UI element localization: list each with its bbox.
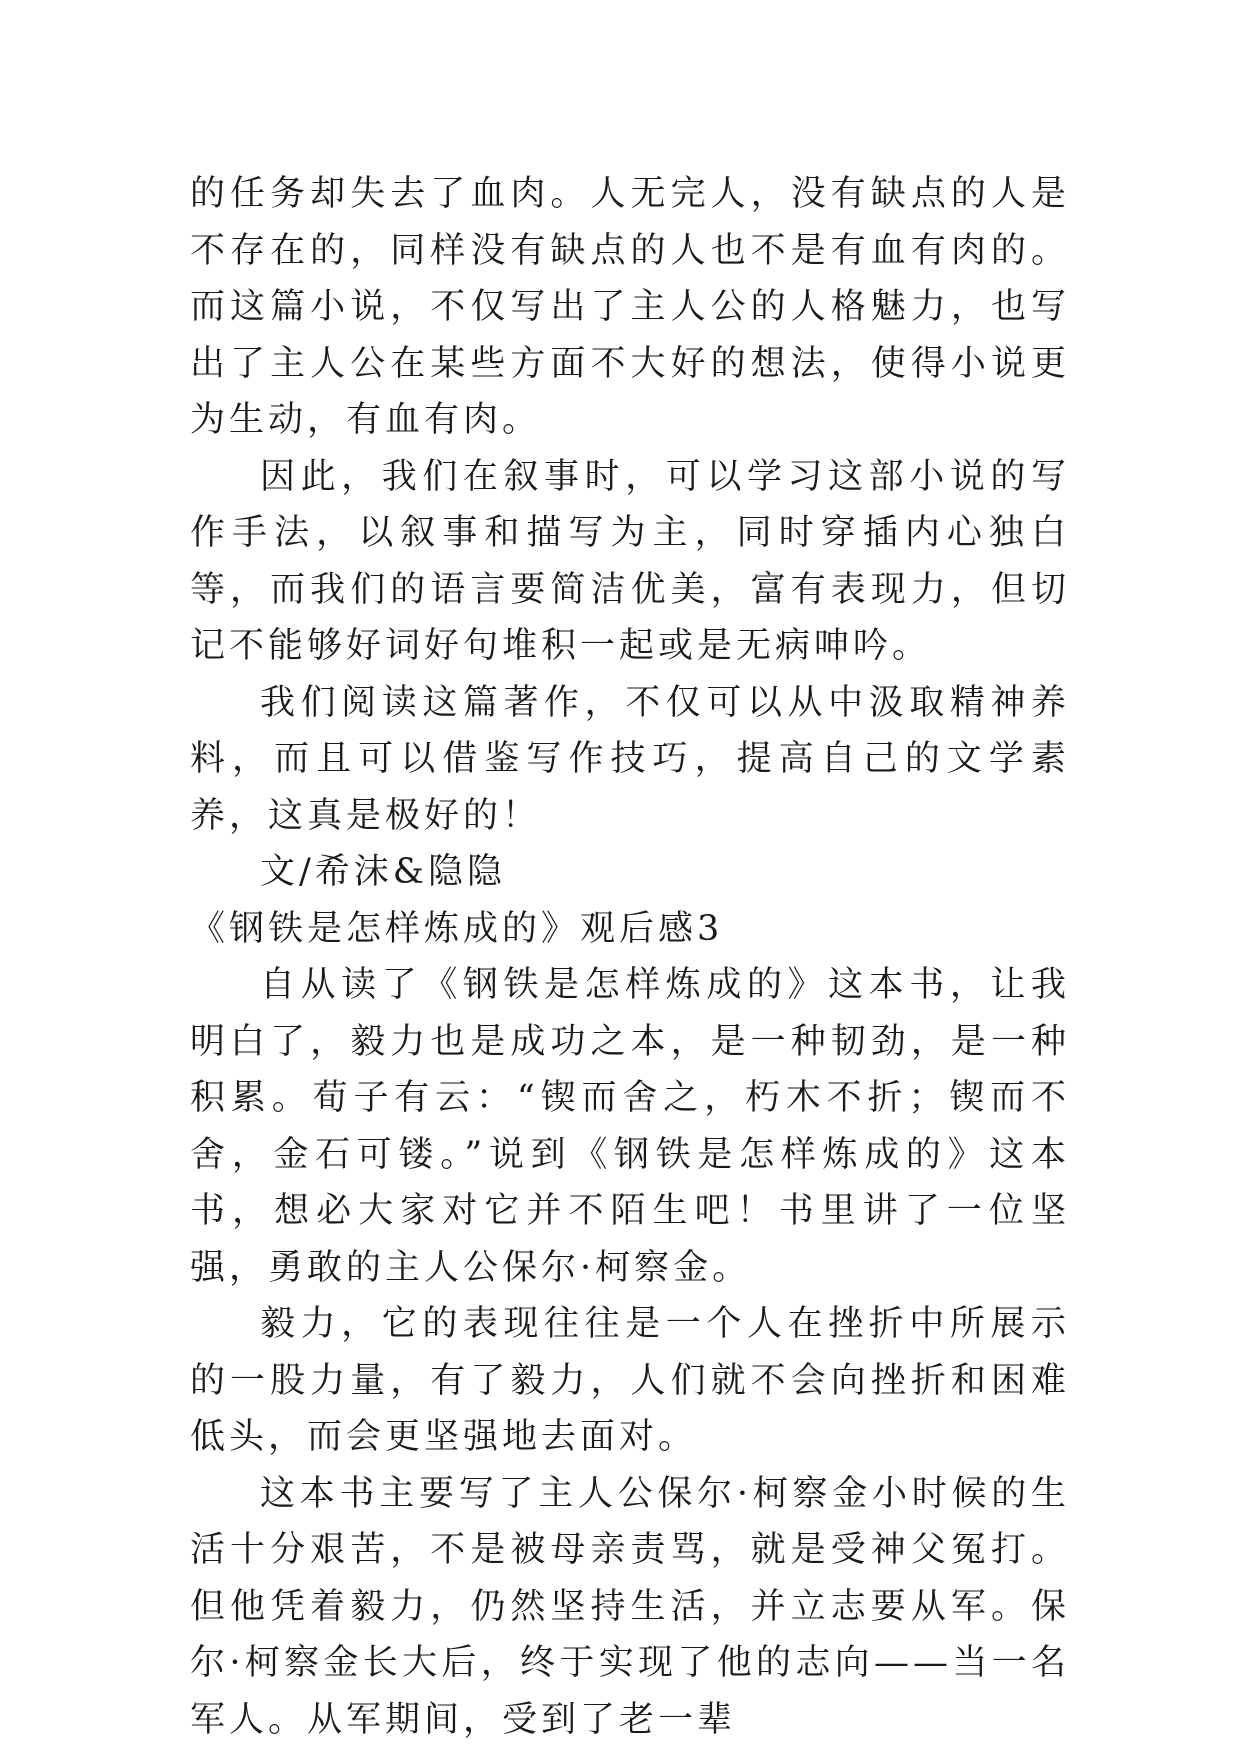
paragraph-3: 我们阅读这篇著作，不仅可以从中汲取精神养料，而且可以借鉴写作技巧，提高自己的文学素养，这真是极好的！ bbox=[190, 682, 1070, 836]
paragraph-5: 毅力，它的表现往往是一个人在挫折中所展示的一股力量，有了毅力，人们就不会向挫折和困难低头，而会更坚强地去面对。 bbox=[190, 1304, 1070, 1457]
paragraph-4: 自从读了《钢铁是怎样炼成的》这本书，让我明白了，毅力也是成功之本，是一种韧劲，是一种积累。荀子有云：“锲而舍之，朽木不折；锲而不舍，金石可镂。”说到《钢铁是怎样炼成的》这本书，想必大家对它并不陌生吧！书里讲了一位坚强，勇敢的主人公保尔·柯察金。 bbox=[190, 965, 1070, 1288]
author-line: 文/希沫&隐隐 bbox=[260, 852, 506, 892]
document-body bbox=[190, 166, 1070, 1748]
paragraph-1: 的任务却失去了血肉。人无完人，没有缺点的人是不存在的，同样没有缺点的人也不是有血有肉的。而这篇小说，不仅写出了主人公的人格魅力，也写出了主人公在某些方面不大好的想法，使得小说更为生动，有血有肉。 bbox=[190, 174, 1070, 440]
paragraph-6: 这本书主要写了主人公保尔·柯察金小时候的生活十分艰苦，不是被母亲责骂，就是受神父冤打。但他凭着毅力，仍然坚持生活，并立志要从军。保尔·柯察金长大后，终于实现了他的志向——当一名军人。从军期间，受到了老一辈 bbox=[190, 1473, 1070, 1740]
section-heading: 《钢铁是怎样炼成的》观后感3 bbox=[190, 908, 724, 949]
paragraph-2: 因此，我们在叙事时，可以学习这部小说的写作手法，以叙事和描写为主，同时穿插内心独白等，而我们的语言要简洁优美，富有表现力，但切记不能够好词好句堆积一起或是无病呻吟。 bbox=[190, 456, 1070, 666]
